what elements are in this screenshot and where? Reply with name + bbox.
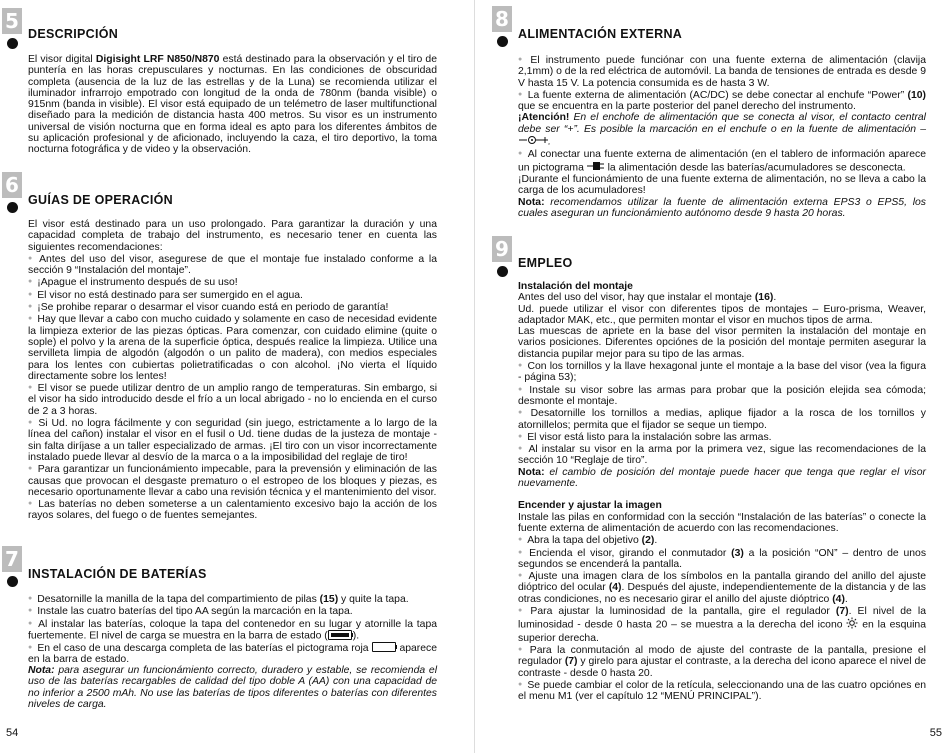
text-run: Nota: [518,196,545,208]
left-page [0,0,474,753]
bullet-icon [518,680,527,691]
paragraph [518,304,926,327]
text-run: en la esquina superior derecha. [518,619,926,644]
plug-icon [587,161,605,174]
text-run: . [548,136,551,148]
section-7-title: INSTALACIÓN DE BATERÍAS [28,567,207,581]
text-run: Para garantizar un funcionámiento impecable, para la prevensión y eliminación de las causas que provocan el desgaste prematuro o el estropeo de los bloques y piezas, es necesario oportunamente llevar a cabo una revisión técnica y el mantenimiento del visor. [28,464,437,498]
paragraph [518,644,926,679]
text-run: aparece en la barra de estado. [28,642,438,665]
text-run: . [773,292,777,304]
text-run: recomendamos utilizar la fuente de alimentación externa EPS3 o EPS5, los cuales aseguran un funcionámiento autónomo desde 9 hasta 20 horas. [518,196,926,219]
paragraph [518,605,926,644]
paragraph [518,197,926,220]
battery-empty-icon [372,642,397,653]
section-8-dot-icon [497,36,508,47]
paragraph [28,289,437,301]
text-run: y girelo para ajustar el contraste, a la derecha del icono aparece el nivel de contraste - desde 0 hasta 20. [518,656,927,679]
text-run: Instale las pilas en conformidad con la sección “Instalación de las baterías” o conecte la fuente externa de alimentación de acuerdo con las recomendaciones. [518,511,926,534]
text-run: En el caso de una descarga completa de las baterías el pictograma roja [37,642,372,654]
bullet-icon [28,464,38,475]
text-run: Las muescas de apriete en la base del visor permiten la instalación del montaje en varios posiciones. Diferentes opciónes de la posición del montaje permiten asegurar la distancia pupilar mejor para su tipo de las armas. [518,326,926,360]
text-run: Abra la tapa del objetivo [527,535,642,547]
text-run: Antes del uso del visor, asegurese de que el montaje fue instalado conforme a la sección 9 “Instalación del montaje”. [28,253,437,277]
section-7-body [28,593,437,710]
text-run: (4) [832,593,845,605]
text-run: Al instalar su visor en la arma por la primera vez, sigue las recomendaciones de la sección 10 “Reglaje de tiro”. [518,444,926,467]
page-number-right: 55 [929,727,942,739]
section-6-number: 6 [2,172,22,198]
text-run: el cambio de posición del montaje puede hacer que tenga que reglar el visor nuevamente. [518,466,926,490]
text-run: ¡Durante el funcionámiento de una fuente externa de alimentación, no se lleva a cabo la carga de los acumuladores! [518,173,926,197]
bullet-icon [28,302,37,313]
bullet-icon [518,444,528,455]
paragraph [518,534,926,546]
bullet-icon [28,594,37,605]
text-run: Desatornille la manilla de la tapa del compartimiento de pilas [37,594,320,605]
section-6-title: GUÍAS DE OPERACIÓN [28,193,173,207]
text-run: para asegurar un funcionámiento correcto, duradero y estable, se recomienda el uso de las baterías recargables de calidad del tipo doble A (AA) con una capacidad de no inferior a 2500 mAh. No use las baterías de tipos diferentes o baterías con diferentes niveles de carga. [28,665,437,711]
text-run: ¡Se prohibe reparar o desarmar el visor cuando está en periodo de garantía! [37,302,389,314]
bullet-icon [518,361,528,372]
section-9-body [518,281,926,702]
text-run: ¡Apague el instrumento después de su uso! [37,277,238,289]
text-run: Digisight LRF N850/N870 [95,54,220,65]
text-run: El visor no está destinado para ser sumergido en el agua. [37,289,303,301]
bullet-icon [518,385,529,396]
text-run: (16) [754,292,774,304]
section-6-marker [2,172,22,213]
paragraph [518,467,926,490]
text-run: En el enchofe de alimentación que se conecta al visor, el contacto central debe ser “+”. Es posible la marcación en el enchufe o en la fuente de alimentación – [518,112,926,135]
text-run: ¡Atención! [518,112,570,124]
paragraph [28,463,437,498]
paragraph [518,431,926,443]
bullet-icon [28,418,38,429]
text-run: . [654,535,658,547]
text-run: (3) [731,547,744,559]
brightness-icon [846,617,858,632]
text-run: Para ajustar la luminosidad de la pantalla, gire el regulador [530,606,836,618]
text-run: Nota: [28,665,55,677]
text-run: está destinado para la observación y el tiro de puntería en las horas crepusculares y nocturnas. En las condiciones de obscuridad completa (ausencia de la luz de las estrellas y de la Luna) se recomienda utilizar el iluminador infrarrojo empotrado con longitud de la onda de 780nm (banda visible) o 915nm (banda in visible). El visor está equipado de un telémetro de laser multifunctional diseñado para la medición de distancia hasta 400 metros. Su visor es un instrumento universal de visión nocturna que en forma ideal es apto para los diferentes ámbitos de su aplicación profesional y de aficionado, incluyendo la caza, el tiro deportivo, la toma nocturna fotográfica y de video y la observación. [28,54,437,156]
text-run: Al instalar las baterías, coloque la tapa del contenedor en su lugar y atornille la tapa fuertemente. El nivel de carga se muestra en la barra de estado ( [28,618,437,642]
paragraph [28,54,437,156]
section-9-number: 9 [492,236,512,262]
bullet-icon [518,548,529,559]
section-6-body [28,219,437,522]
battery-full-icon [328,630,353,641]
text-run: Encender y ajustar la imagen [518,500,662,512]
text-run: El instrumento puede funciónar con una fuente externa de alimentación (clavija 2,1mm) o de la red eléctrica de automóvil. La banda de tensiones de entrada es desde 9 V hasta 15 V. La potencia consumida es de hasta 3 W. [518,55,926,89]
paragraph [28,382,437,417]
text-run: . El nivel de la luminosidad - desde 0 hasta 20 – se muestra a la derecha del icono [518,606,926,631]
text-run: Hay que llevar a cabo con mucho cuidado y solamente en caso de necesidad evidente la limpieza exterior de las piezas ópticas. Para comenzar, con cuidado elimine (quite o sople) el polvo y la arena de la superficie óptica, después realice la limpieza. Utilice una servilleta limpia de algodón (algodón o un palito de madera), con medios especiales para los lentes con cubiertas polietratificadas o con alcohol. ¡No vierta el líquido directamente sobre los lentes! [28,314,437,382]
paragraph [518,384,926,408]
bullet-icon [28,383,38,394]
text-run: . [844,593,848,605]
section-8-marker [492,6,512,47]
paragraph [28,276,437,288]
section-5-title: DESCRIPCIÓN [28,27,119,41]
paragraph [518,570,926,605]
section-5-body [28,54,437,156]
section-7-marker [2,546,22,587]
section-7-dot-icon [7,576,18,587]
page-number-left: 54 [6,727,19,739]
text-run: El visor está listo para la instalación sobre las armas. [527,431,772,443]
bullet-icon [518,606,530,617]
text-run: la alimentación desde las baterías/acumuladores se desconecta. [604,162,906,174]
text-run: El visor está destinado para un uso prolongado. Para garantizar la duración y una capacidad completa de trabajo del instrumento, es necesario tener en cuenta las siguientes recomendaciones: [28,219,437,253]
bullet-icon [28,606,37,617]
bullet-icon [28,254,39,265]
paragraph [518,407,926,431]
paragraph [518,443,926,467]
paragraph [518,679,926,703]
section-6-dot-icon [7,202,18,213]
section-7-number: 7 [2,546,22,572]
paragraph [518,281,926,292]
paragraph [28,498,437,522]
paragraph [518,360,926,384]
paragraph [518,89,926,113]
text-run: Si Ud. no logra fácilmente y con seguridad (sin juego, estrictamente a lo largo de la línea del cañon) instalar el visor en el fusil o Ud. tiene dudas de la justeza de montaje - sin falta diríjase a un taller especializado de armas. ¡El tiro con un visor incorrectamente instalado puede llevar al desvío de la marca o a la imposibilidad del reglaje de tiro! [28,418,437,463]
paragraph-gap [518,489,926,500]
text-run: . Después del ajuste, independientemente de la distancia y de las otras condiciones, no es necesario girar el anillo del ajuste dióptrico [518,582,926,605]
text-run: a la posición “ON” – dentro de unos segundos se encenderá la pantalla. [518,547,927,570]
bullet-icon [28,643,37,654]
text-run: Encienda el visor, girando el conmutador [529,547,732,559]
bullet-icon [518,571,528,582]
text-run: Ajuste una imagen clara de los símbolos en la pantalla girando del anillo del ajuste dióptrico del ocular [518,571,927,594]
text-run: Con los tornillos y la llave hexagonal junte el montaje a la base del visor (vea la figura - página 53); [518,361,926,384]
text-run: Ud. puede utilizar el visor con diferentes tipos de montajes – Euro-prisma, Weaver, adaptador MAK, etc., que permiten montar el visor en muchos tipos de arma. [518,303,926,326]
paragraph [518,174,926,197]
polarity-icon [518,135,548,148]
text-run: Las baterías no deben someterse a un calentamiento excesivo bajo la acción de los rayos solares, del fuego o de fuentes semejantes. [28,499,437,522]
paragraph [28,605,437,617]
bullet-icon [28,619,38,630]
paragraph [518,54,926,89]
section-5-marker [2,8,22,49]
paragraph [28,642,437,666]
text-run: Antes del uso del visor, hay que instalar el montaje [518,292,755,304]
text-run: (7) [564,656,578,668]
text-run: La fuente externa de alimentación (AC/DC) se debe conectar al enchufe “Power” [527,89,908,101]
section-5-dot-icon [7,38,18,49]
paragraph [518,547,926,571]
paragraph [518,292,926,303]
bullet-icon [518,149,528,160]
bullet-icon [518,55,530,66]
text-run: (15) [319,594,339,605]
paragraph [518,512,926,535]
section-5-number: 5 [2,8,22,34]
section-9-title: EMPLEO [518,256,573,270]
text-run: Se puede cambiar el color de la retícula, seleccionando una de las cuatro opciónes en el menu M1 (ver el capítulo 12 “MENÚ PRINCIPAL”). [518,679,926,703]
bullet-icon [28,314,37,325]
text-run: Instale las cuatro baterías del tipo AA según la marcación en la tapa. [37,606,353,618]
bullet-icon [518,408,531,419]
section-8-number: 8 [492,6,512,32]
text-run: Instale su visor sobre las armas para probar que la posición elejida sea cómoda; desmonte el montaje. [518,384,926,407]
paragraph [28,665,437,710]
bullet-icon [518,90,528,101]
text-run: (4) [608,582,622,594]
paragraph [518,500,926,511]
paragraph [518,326,926,360]
paragraph [518,148,926,174]
bullet-icon [518,535,527,546]
paragraph [28,313,437,382]
text-run: Desatornille los tornillos a medias, aplique fijador a la rosca de los tornillos y atornillelos; permita que el fijador se seque un tiempo. [518,408,926,431]
text-run: Para la conmutación al modo de ajuste del contraste de la pantalla, presione el regulador [518,644,926,668]
paragraph [28,253,437,277]
text-run: y quite la tapa. [338,594,409,605]
paragraph [28,301,437,313]
text-run: ). [352,630,360,642]
text-run: El visor digital [28,54,96,65]
paragraph [28,618,437,642]
text-run: Instalación del montaje [518,281,633,292]
bullet-icon [518,432,527,443]
section-9-dot-icon [497,266,508,277]
bullet-icon [518,645,530,656]
paragraph [28,417,437,463]
paragraph [28,593,437,605]
section-8-body [518,54,926,219]
text-run: Al conectar una fuente externa de alimentación (en el tablero de información aparece un pictograma [518,149,926,174]
bullet-icon [28,499,38,510]
text-run: que se encuentra en la parte posterior del panel derecho del instrumento. [518,101,856,113]
section-9-marker [492,236,512,277]
text-run: (7) [835,606,849,618]
text-run: El visor se puede utilizar dentro de un amplio rango de temperaturas. Sin embargo, si el visor ha sido introducido desde el frío a un local abrigado - no lo encienda en el curso de 2 a 3 horas. [28,383,438,417]
text-run: (2) [641,535,655,547]
text-run: (10) [907,89,926,101]
bullet-icon [28,290,37,301]
bullet-icon [28,277,37,288]
paragraph [518,112,926,148]
right-page [475,0,950,753]
paragraph [28,219,437,253]
section-8-title: ALIMENTACIÓN EXTERNA [518,27,683,41]
text-run: Nota: [518,466,545,478]
